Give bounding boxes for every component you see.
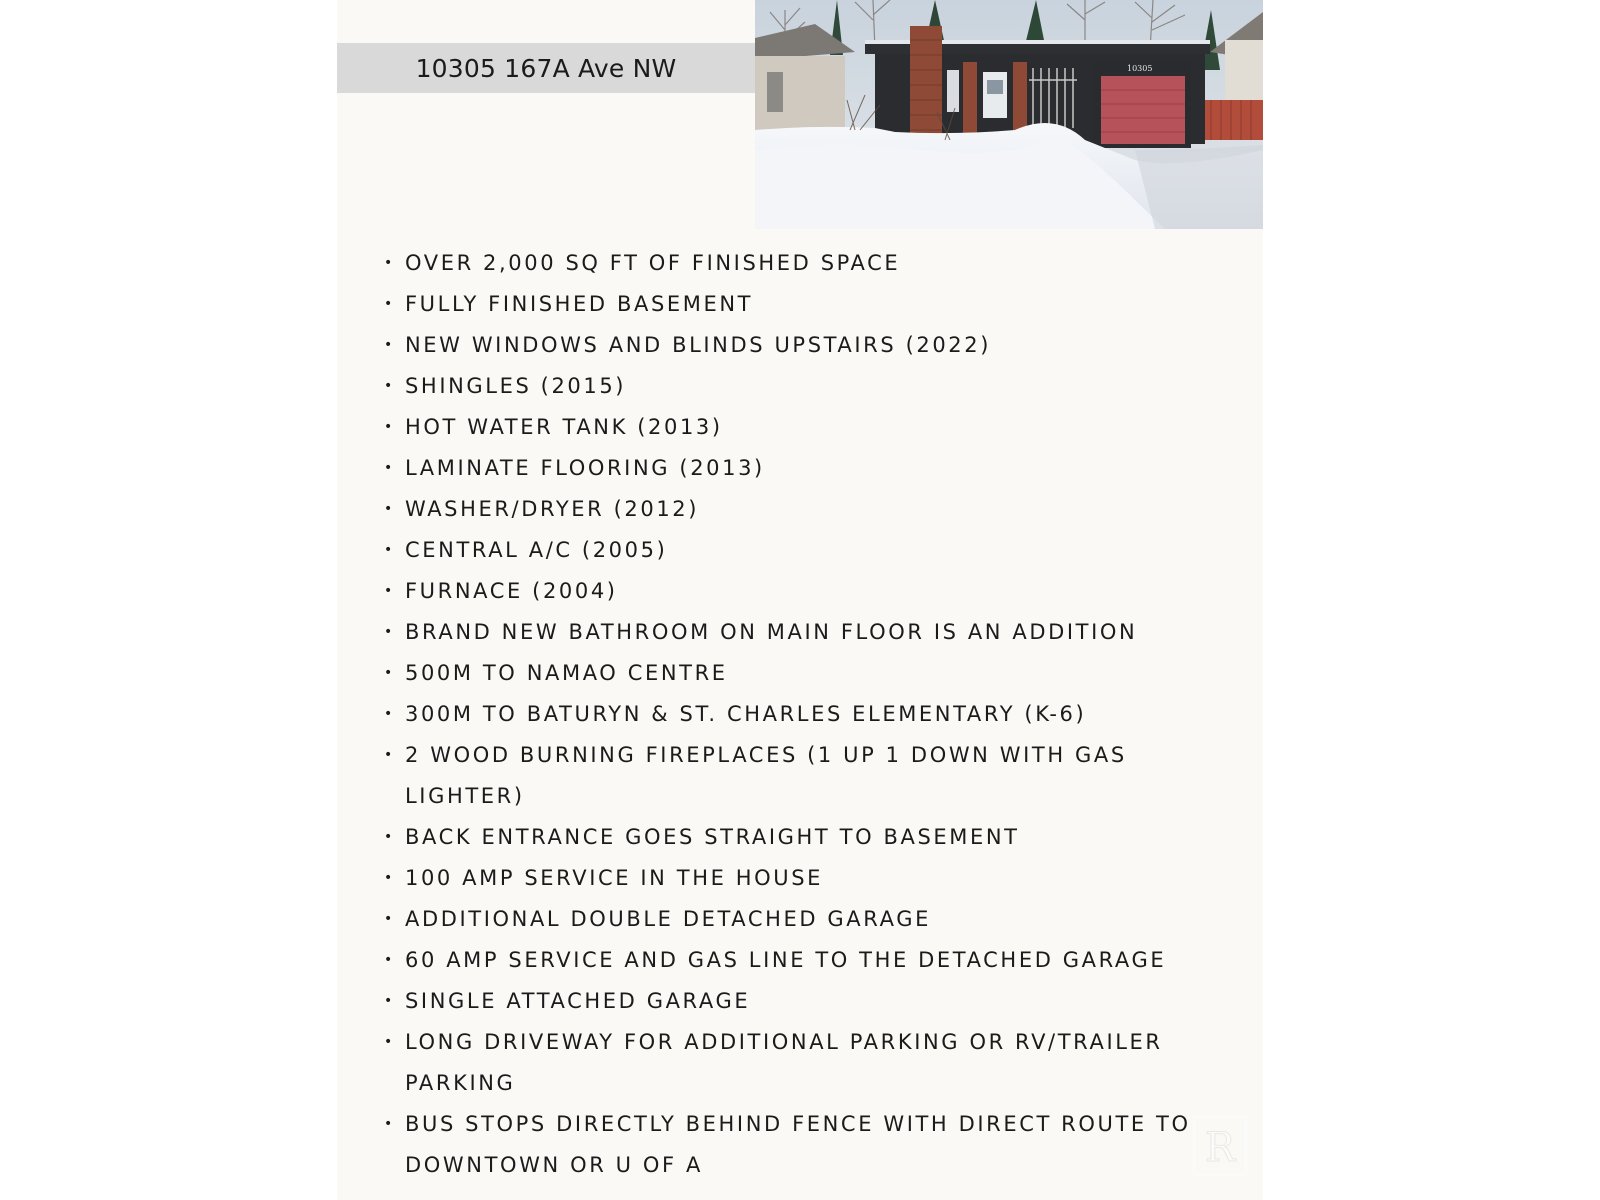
bullet-icon: • [384, 624, 395, 640]
feature-item [337, 325, 1263, 366]
bullet-icon: • [384, 296, 395, 312]
feature-item [337, 940, 1263, 981]
address-banner [337, 43, 755, 93]
bullet-icon: • [384, 1116, 395, 1132]
feature-text: FULLY FINISHED BASEMENT [405, 292, 754, 316]
feature-text: ADDITIONAL DOUBLE DETACHED GARAGE [405, 907, 931, 931]
feature-item [337, 448, 1263, 489]
feature-item [337, 735, 1263, 817]
feature-text: FURNACE (2004) [405, 579, 618, 603]
feature-item [337, 981, 1263, 1022]
feature-text: 500M TO NAMAO CENTRE [405, 661, 728, 685]
feature-item [337, 612, 1263, 653]
feature-text: 100 AMP SERVICE IN THE HOUSE [405, 866, 824, 890]
bullet-icon: • [384, 706, 395, 722]
bullet-icon: • [384, 870, 395, 886]
feature-item [337, 366, 1263, 407]
bullet-icon: • [384, 501, 395, 517]
feature-text: BRAND NEW BATHROOM ON MAIN FLOOR IS AN ADDITION [405, 620, 1138, 644]
bullet-icon: • [384, 419, 395, 435]
feature-text: 2 WOOD BURNING FIREPLACES (1 UP 1 DOWN WITH GAS LIGHTER) [405, 743, 1127, 808]
feature-item [337, 243, 1263, 284]
feature-text: SINGLE ATTACHED GARAGE [405, 989, 751, 1013]
feature-item [337, 1104, 1263, 1186]
bullet-icon: • [384, 542, 395, 558]
feature-item [337, 1022, 1263, 1104]
feature-text: NEW WINDOWS AND BLINDS UPSTAIRS (2022) [405, 333, 992, 357]
feature-text: OVER 2,000 SQ FT OF FINISHED SPACE [405, 251, 901, 275]
house-photo [755, 0, 1263, 229]
bullet-icon: • [384, 583, 395, 599]
watermark-letter: R [1204, 1125, 1236, 1171]
photo-house-number: 10305 [1127, 64, 1153, 73]
bullet-icon: • [384, 337, 395, 353]
feature-text: 300M TO BATURYN & ST. CHARLES ELEMENTARY (K-6) [405, 702, 1087, 726]
feature-text: HOT WATER TANK (2013) [405, 415, 723, 439]
feature-text: LAMINATE FLOORING (2013) [405, 456, 765, 480]
feature-item [337, 284, 1263, 325]
feature-item [337, 489, 1263, 530]
feature-item [337, 858, 1263, 899]
brand-watermark-icon [1192, 1115, 1248, 1177]
bullet-icon: • [384, 460, 395, 476]
bullet-icon: • [384, 747, 395, 763]
feature-list [337, 243, 1263, 1186]
listing-sheet [337, 0, 1263, 1200]
bullet-icon: • [384, 911, 395, 927]
feature-item [337, 407, 1263, 448]
bullet-icon: • [384, 952, 395, 968]
feature-text: 60 AMP SERVICE AND GAS LINE TO THE DETACHED GARAGE [405, 948, 1167, 972]
feature-item [337, 653, 1263, 694]
listing-address: 10305 167A Ave NW [415, 53, 677, 83]
feature-text: CENTRAL A/C (2005) [405, 538, 668, 562]
bullet-icon: • [384, 829, 395, 845]
feature-text: SHINGLES (2015) [405, 374, 627, 398]
bullet-icon: • [384, 255, 395, 271]
bullet-icon: • [384, 665, 395, 681]
feature-item [337, 571, 1263, 612]
feature-text: BACK ENTRANCE GOES STRAIGHT TO BASEMENT [405, 825, 1020, 849]
feature-text: BUS STOPS DIRECTLY BEHIND FENCE WITH DIRECT ROUTE TO DOWNTOWN OR U OF A [405, 1112, 1191, 1177]
feature-item [337, 899, 1263, 940]
feature-text: WASHER/DRYER (2012) [405, 497, 700, 521]
bullet-icon: • [384, 378, 395, 394]
bullet-icon: • [384, 1034, 395, 1050]
feature-item [337, 530, 1263, 571]
bullet-icon: • [384, 993, 395, 1009]
feature-item [337, 817, 1263, 858]
feature-text: LONG DRIVEWAY FOR ADDITIONAL PARKING OR RV/TRAILER PARKING [405, 1030, 1163, 1095]
feature-item [337, 694, 1263, 735]
